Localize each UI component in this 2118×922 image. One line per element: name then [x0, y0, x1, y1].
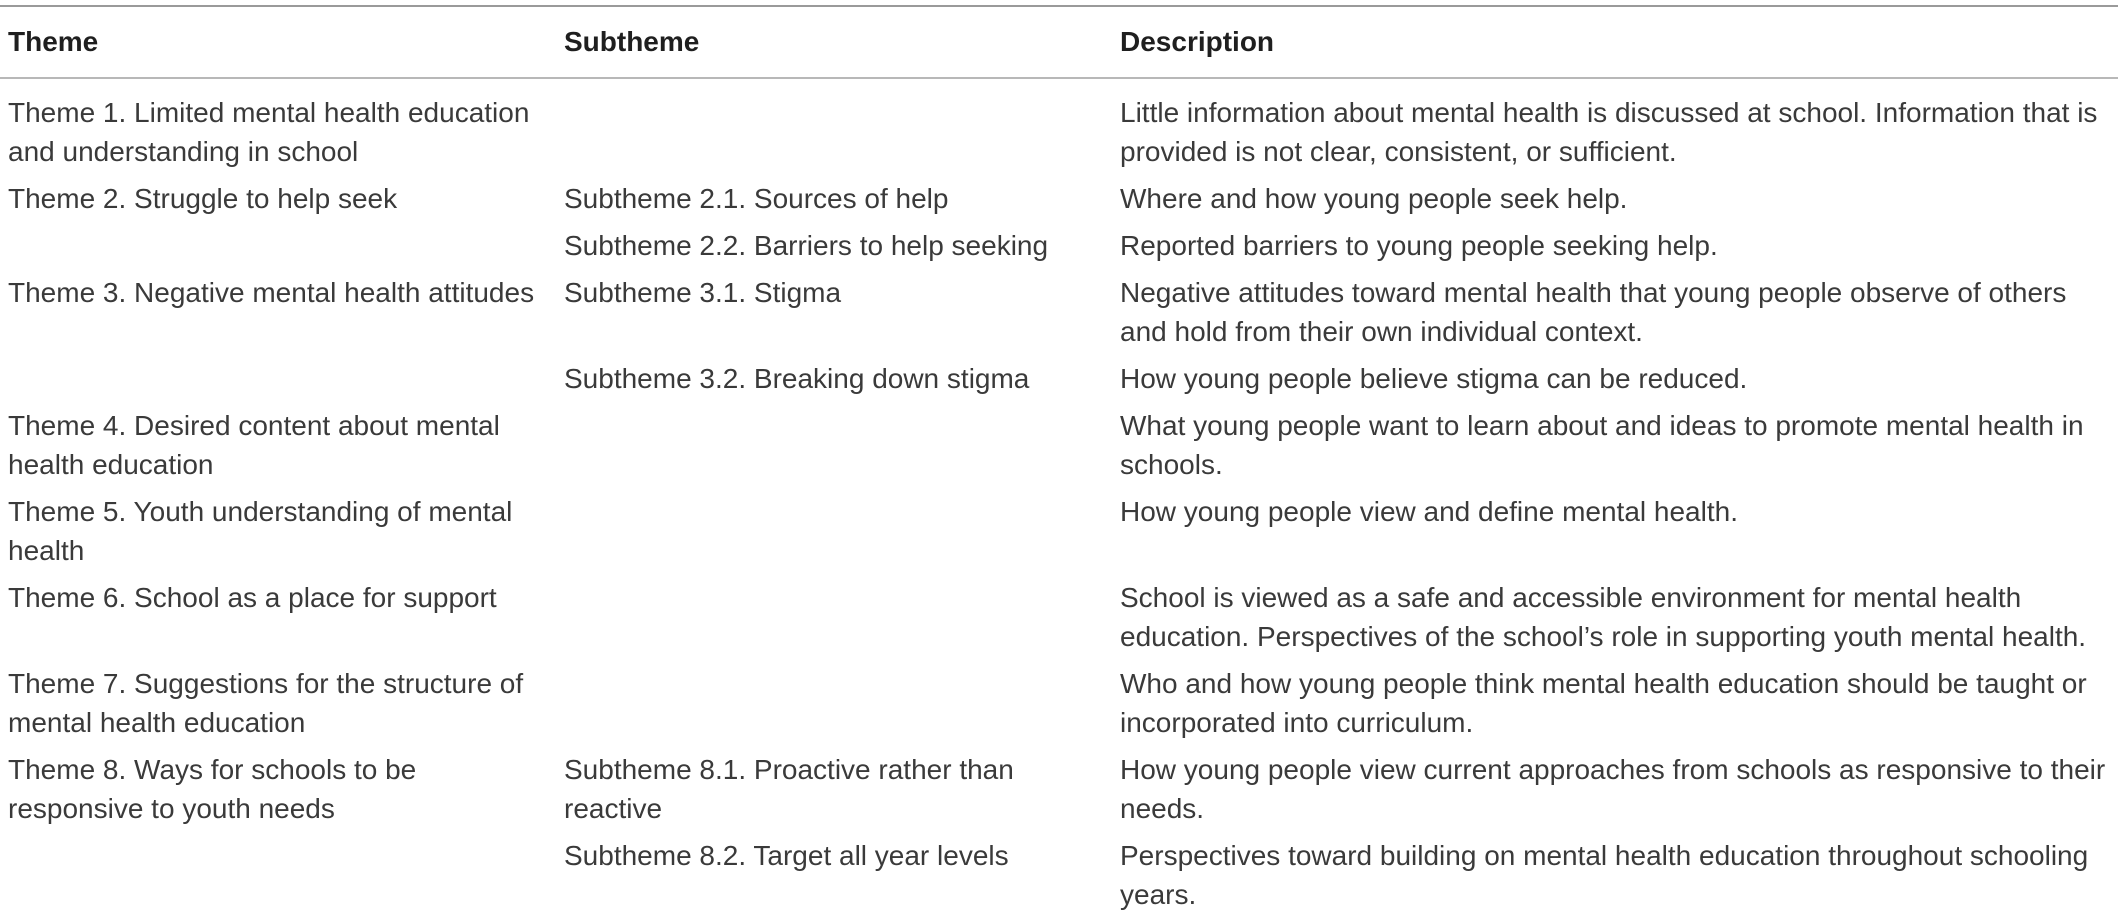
theme-cell: Theme 3. Negative mental health attitudes: [8, 277, 535, 308]
subtheme-cell: Subtheme 2.2. Barriers to help seeking: [564, 230, 1049, 261]
theme-cell: Theme 6. School as a place for support: [8, 582, 497, 613]
description-cell: Who and how young people think mental health education should be taught or incorporated into curriculum.: [1120, 668, 2087, 738]
description-cell: Negative attitudes toward mental health that young people observe of others and hold from their own individual context.: [1120, 277, 2067, 347]
description-cell: School is viewed as a safe and accessible environment for mental health education. Perspectives of the school’s role in supporting youth mental health.: [1120, 582, 2087, 652]
subtheme-cell: [556, 484, 1112, 570]
theme-cell: [0, 218, 556, 265]
theme-cell: Theme 8. Ways for schools to be responsive to youth needs: [8, 754, 417, 824]
table-row: [0, 218, 2118, 265]
theme-cell: [0, 351, 556, 398]
description-cell: How young people view and define mental health.: [1120, 496, 1738, 527]
themes-table: [0, 5, 2118, 914]
theme-cell: Theme 7. Suggestions for the structure of mental health education: [8, 668, 524, 738]
table-row: [0, 742, 2118, 828]
description-cell: Little information about mental health is discussed at school. Information that is provided is not clear, consistent, or sufficient.: [1120, 97, 2098, 167]
header-subtheme: Subtheme: [564, 26, 700, 57]
table-row: [0, 570, 2118, 656]
theme-cell: [0, 828, 556, 914]
subtheme-cell: Subtheme 3.2. Breaking down stigma: [564, 363, 1030, 394]
table-row: [0, 265, 2118, 351]
subtheme-cell: Subtheme 8.1. Proactive rather than reactive: [564, 754, 1014, 824]
table-row: [0, 656, 2118, 742]
subtheme-cell: Subtheme 3.1. Stigma: [564, 277, 842, 308]
subtheme-cell: Subtheme 2.1. Sources of help: [564, 183, 949, 214]
description-cell: How young people view current approaches from schools as responsive to their needs.: [1120, 754, 2106, 824]
header-theme: Theme: [8, 26, 99, 57]
theme-cell: Theme 1. Limited mental health education and understanding in school: [8, 97, 530, 167]
table-row: [0, 78, 2118, 171]
table-row: [0, 828, 2118, 914]
theme-cell: Theme 5. Youth understanding of mental health: [8, 496, 513, 566]
description-cell: Where and how young people seek help.: [1120, 183, 1628, 214]
themes-table-container: [0, 5, 2118, 914]
theme-cell: Theme 4. Desired content about mental health education: [8, 410, 500, 480]
table-row: [0, 398, 2118, 484]
description-cell: How young people believe stigma can be reduced.: [1120, 363, 1748, 394]
table-body: [0, 78, 2118, 914]
table-row: [0, 171, 2118, 218]
table-row: [0, 484, 2118, 570]
description-cell: Reported barriers to young people seeking help.: [1120, 230, 1718, 261]
subtheme-cell: [556, 656, 1112, 742]
description-cell: Perspectives toward building on mental health education throughout schooling years.: [1120, 840, 2089, 910]
subtheme-cell: [556, 78, 1112, 171]
header-row: [0, 6, 2118, 78]
table-header: [0, 6, 2118, 78]
table-row: [0, 351, 2118, 398]
description-cell: What young people want to learn about and ideas to promote mental health in schools.: [1120, 410, 2084, 480]
theme-cell: Theme 2. Struggle to help seek: [8, 183, 398, 214]
subtheme-cell: [556, 570, 1112, 656]
subtheme-cell: [556, 398, 1112, 484]
header-description: Description: [1120, 26, 1275, 57]
subtheme-cell: Subtheme 8.2. Target all year levels: [564, 840, 1009, 871]
